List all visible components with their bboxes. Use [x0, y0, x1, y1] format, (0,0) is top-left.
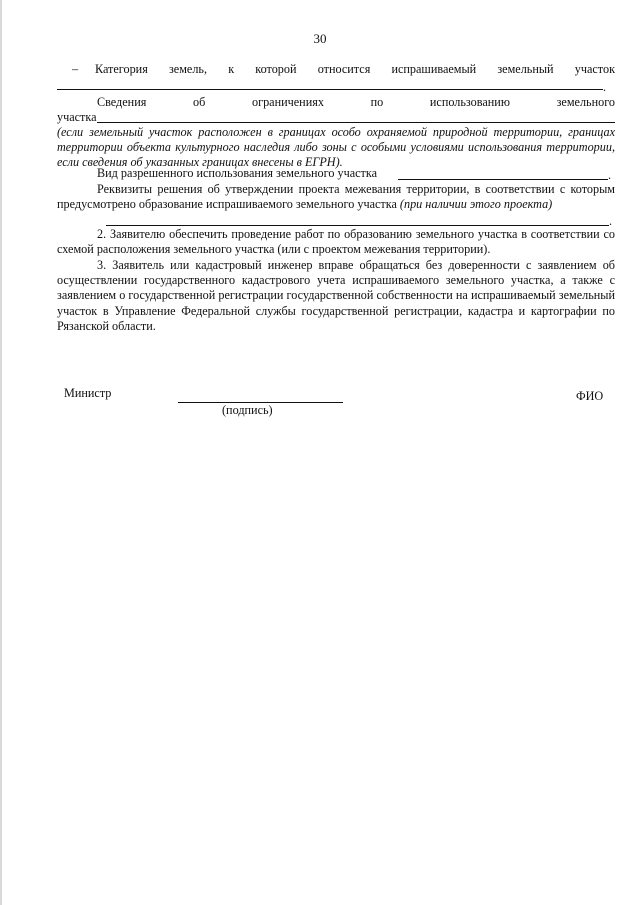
land-category-blank — [57, 89, 603, 90]
survey-project-paragraph — [57, 182, 615, 212]
permitted-use-blank — [398, 179, 608, 180]
restrictions-word: участка — [57, 110, 97, 124]
land-category-period: . — [603, 80, 607, 94]
survey-project-period: . — [609, 214, 613, 228]
clause-2: 2. Заявителю обеспечить проведение работ по образованию земельного участка в соответствии со схемой расположения земельного участка (или с проектом межевания территории). — [57, 227, 615, 257]
signatory-name: ФИО — [576, 389, 604, 403]
list-dash: – — [72, 62, 79, 76]
restrictions-blank — [97, 122, 615, 123]
survey-project-text: Реквизиты решения об утверждении проекта межевания территории, в соответствии с которым предусмотрено образование испрашиваемого земельного участка — [57, 182, 615, 212]
signature-caption: (подпись) — [222, 403, 273, 417]
permitted-use-period: . — [608, 168, 612, 182]
restrictions-note: (если земельный участок расположен в границах особо охраняемой природной территории, границах территории объекта культурного наследия либо зоны с особыми условиями использования территории, если сведения об указанных границах внесены в ЕГРН). — [57, 125, 615, 170]
restrictions-line: Сведения об ограничениях по использованию земельного — [97, 95, 615, 109]
page-number: 30 — [313, 31, 327, 46]
land-category-line: Категория земель, к которой относится испрашиваемый земельный участок — [95, 62, 615, 76]
scan-edge — [0, 0, 2, 905]
survey-project-blank — [106, 225, 609, 226]
survey-project-note: (при наличии этого проекта) — [399, 197, 553, 212]
clause-3: 3. Заявитель или кадастровый инженер вправе обращаться без доверенности с заявлением об осуществлении государственного кадастрового учета испрашиваемого земельного участка, а также с заявлением о государственной регистрации государственной собственности на испрашиваемый земельный участок в Управление Федеральной службы государственной регистрации, кадастра и картографии по Рязанской области. — [57, 258, 615, 333]
permitted-use-line: Вид разрешенного использования земельного участка — [97, 166, 378, 180]
signatory-title: Министр — [64, 386, 112, 400]
